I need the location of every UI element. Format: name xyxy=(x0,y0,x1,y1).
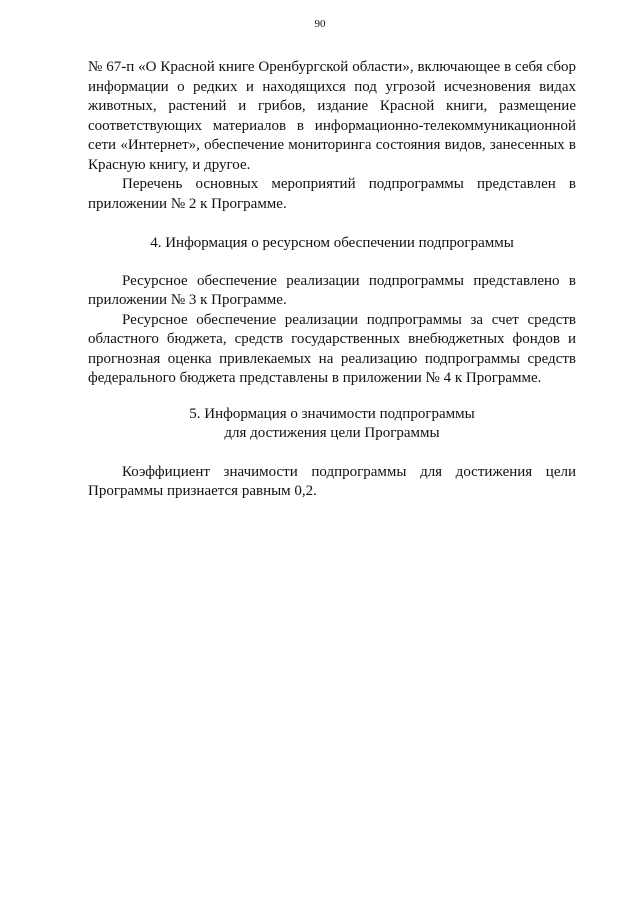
section-5-heading xyxy=(88,405,576,444)
section-4-paragraph-2: Ресурсное обеспечение реализации подпрограммы за счет средств областного бюджета, средств государственных внебюджетных фондов и прогнозная оценка привлекаемых на реализацию подпрограммы средств федерального бюджета представлены в приложении № 4 к Программе. xyxy=(88,311,576,386)
measures-paragraph: Перечень основных мероприятий подпрограммы представлен в приложении № 2 к Программе. xyxy=(88,176,576,212)
section-5-heading-line-2: для достижения цели Программы xyxy=(224,425,440,441)
page-number: 90 xyxy=(314,18,326,30)
document-body xyxy=(88,58,576,502)
section-4-heading: 4. Информация о ресурсном обеспечении подпрограммы xyxy=(150,235,514,251)
section-4-paragraph-1: Ресурсное обеспечение реализации подпрограммы представлено в приложении № 3 к Программе. xyxy=(88,272,576,308)
intro-paragraph: № 67-п «О Красной книге Оренбургской области», включающее в себя сбор информации о редких и находящихся под угрозой исчезновения видах животных, растений и грибов, издание Красной книги, размещение соответствующих материалов в информационно-телекоммуникационной сети «Интернет», обеспечение мониторинга состояния видов, занесенных в Красную книгу, и другое. xyxy=(88,59,576,173)
section-5-paragraph: Коэффициент значимости подпрограммы для достижения цели Программы признается равным 0,2. xyxy=(88,463,576,499)
section-5-heading-line-1: 5. Информация о значимости подпрограммы xyxy=(189,405,475,422)
